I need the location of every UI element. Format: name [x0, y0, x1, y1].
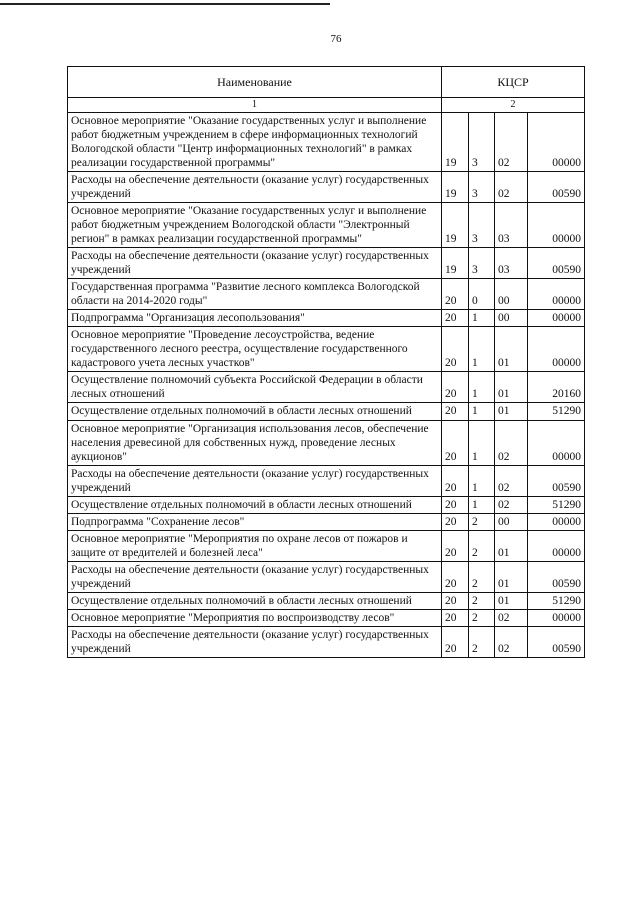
- subprogram-code: 1: [469, 465, 495, 496]
- scan-edge-line: [0, 3, 330, 5]
- row-name: Осуществление отдельных полномочий в области лесных отношений: [68, 496, 442, 513]
- subprogram-code: 2: [469, 626, 495, 657]
- direction-code: 00000: [528, 513, 585, 530]
- direction-code: 00590: [528, 465, 585, 496]
- row-name: Осуществление отдельных полномочий в области лесных отношений: [68, 403, 442, 420]
- row-name: Основное мероприятие "Мероприятия по воспроизводству лесов": [68, 609, 442, 626]
- event-code: 01: [495, 327, 528, 372]
- event-code: 00: [495, 310, 528, 327]
- event-code: 02: [495, 420, 528, 465]
- event-code: 01: [495, 592, 528, 609]
- table-row: [68, 513, 585, 530]
- table-row: [68, 465, 585, 496]
- subprogram-code: 1: [469, 310, 495, 327]
- subprogram-code: 1: [469, 327, 495, 372]
- subprogram-code: 2: [469, 609, 495, 626]
- table-row: [68, 203, 585, 248]
- header-name: Наименование: [68, 67, 442, 98]
- direction-code: 51290: [528, 403, 585, 420]
- kcsr-table: [67, 66, 585, 658]
- program-code: 20: [442, 561, 469, 592]
- subprogram-code: 3: [469, 113, 495, 172]
- table-row: [68, 172, 585, 203]
- program-code: 20: [442, 626, 469, 657]
- program-code: 20: [442, 279, 469, 310]
- event-code: 01: [495, 561, 528, 592]
- row-name: Расходы на обеспечение деятельности (оказание услуг) государственных учреждений: [68, 172, 442, 203]
- event-code: 01: [495, 403, 528, 420]
- program-code: 20: [442, 372, 469, 403]
- table-row: [68, 420, 585, 465]
- header-row: [68, 67, 585, 98]
- direction-code: 20160: [528, 372, 585, 403]
- program-code: 20: [442, 403, 469, 420]
- direction-code: 00000: [528, 530, 585, 561]
- event-code: 02: [495, 172, 528, 203]
- subprogram-code: 1: [469, 372, 495, 403]
- row-name: Расходы на обеспечение деятельности (оказание услуг) государственных учреждений: [68, 561, 442, 592]
- direction-code: 51290: [528, 592, 585, 609]
- direction-code: 00000: [528, 279, 585, 310]
- subprogram-code: 1: [469, 403, 495, 420]
- direction-code: 51290: [528, 496, 585, 513]
- subprogram-code: 2: [469, 592, 495, 609]
- direction-code: 00000: [528, 310, 585, 327]
- direction-code: 00590: [528, 561, 585, 592]
- program-code: 20: [442, 310, 469, 327]
- column-number-kcsr: 2: [442, 98, 585, 113]
- column-number-name: 1: [68, 98, 442, 113]
- table-row: [68, 327, 585, 372]
- header-kcsr: КЦСР: [442, 67, 585, 98]
- table-row: [68, 248, 585, 279]
- table-row: [68, 279, 585, 310]
- row-name: Основное мероприятие "Оказание государственных услуг и выполнение работ бюджетным учреждением Вологодской области "Электронный регион" в рамках реализации государственной программы": [68, 203, 442, 248]
- event-code: 02: [495, 465, 528, 496]
- event-code: 01: [495, 530, 528, 561]
- table-row: [68, 496, 585, 513]
- row-name: Подпрограмма "Сохранение лесов": [68, 513, 442, 530]
- event-code: 02: [495, 496, 528, 513]
- row-name: Осуществление отдельных полномочий в области лесных отношений: [68, 592, 442, 609]
- column-number-row: [68, 98, 585, 113]
- event-code: 01: [495, 372, 528, 403]
- table-row: [68, 609, 585, 626]
- program-code: 19: [442, 203, 469, 248]
- row-name: Государственная программа "Развитие лесного комплекса Вологодской области на 2014-2020 годы": [68, 279, 442, 310]
- row-name: Расходы на обеспечение деятельности (оказание услуг) государственных учреждений: [68, 248, 442, 279]
- direction-code: 00590: [528, 626, 585, 657]
- table-row: [68, 403, 585, 420]
- program-code: 19: [442, 172, 469, 203]
- direction-code: 00590: [528, 172, 585, 203]
- event-code: 02: [495, 113, 528, 172]
- program-code: 19: [442, 113, 469, 172]
- direction-code: 00000: [528, 327, 585, 372]
- subprogram-code: 2: [469, 530, 495, 561]
- program-code: 20: [442, 465, 469, 496]
- row-name: Основное мероприятие "Проведение лесоустройства, ведение государственного лесного реестра, осуществление государственного кадастрового учета лесных участков": [68, 327, 442, 372]
- direction-code: 00000: [528, 203, 585, 248]
- event-code: 02: [495, 609, 528, 626]
- subprogram-code: 0: [469, 279, 495, 310]
- direction-code: 00000: [528, 113, 585, 172]
- event-code: 03: [495, 203, 528, 248]
- subprogram-code: 3: [469, 203, 495, 248]
- event-code: 03: [495, 248, 528, 279]
- program-code: 20: [442, 496, 469, 513]
- table-row: [68, 113, 585, 172]
- table-row: [68, 310, 585, 327]
- subprogram-code: 1: [469, 420, 495, 465]
- subprogram-code: 3: [469, 172, 495, 203]
- program-code: 20: [442, 327, 469, 372]
- direction-code: 00000: [528, 420, 585, 465]
- table-body: [68, 113, 585, 658]
- row-name: Осуществление полномочий субъекта Российской Федерации в области лесных отношений: [68, 372, 442, 403]
- direction-code: 00000: [528, 609, 585, 626]
- direction-code: 00590: [528, 248, 585, 279]
- program-code: 20: [442, 609, 469, 626]
- event-code: 02: [495, 626, 528, 657]
- row-name: Основное мероприятие "Мероприятия по охране лесов от пожаров и защите от вредителей и болезней леса": [68, 530, 442, 561]
- program-code: 19: [442, 248, 469, 279]
- table-row: [68, 530, 585, 561]
- row-name: Основное мероприятие "Оказание государственных услуг и выполнение работ бюджетным учреждением в сфере информационных технологий Вологодской области "Центр информационных технологий" в рамках реализации государственной программы": [68, 113, 442, 172]
- program-code: 20: [442, 530, 469, 561]
- row-name: Подпрограмма "Организация лесопользования": [68, 310, 442, 327]
- event-code: 00: [495, 279, 528, 310]
- table-row: [68, 592, 585, 609]
- program-code: 20: [442, 420, 469, 465]
- event-code: 00: [495, 513, 528, 530]
- row-name: Расходы на обеспечение деятельности (оказание услуг) государственных учреждений: [68, 465, 442, 496]
- subprogram-code: 1: [469, 496, 495, 513]
- page-number: 76: [330, 33, 342, 45]
- subprogram-code: 3: [469, 248, 495, 279]
- table-row: [68, 626, 585, 657]
- program-code: 20: [442, 513, 469, 530]
- subprogram-code: 2: [469, 513, 495, 530]
- table-row: [68, 372, 585, 403]
- program-code: 20: [442, 592, 469, 609]
- subprogram-code: 2: [469, 561, 495, 592]
- row-name: Основное мероприятие "Организация использования лесов, обеспечение населения древесиной для собственных нужд, проведение лесных аукционов": [68, 420, 442, 465]
- row-name: Расходы на обеспечение деятельности (оказание услуг) государственных учреждений: [68, 626, 442, 657]
- table-row: [68, 561, 585, 592]
